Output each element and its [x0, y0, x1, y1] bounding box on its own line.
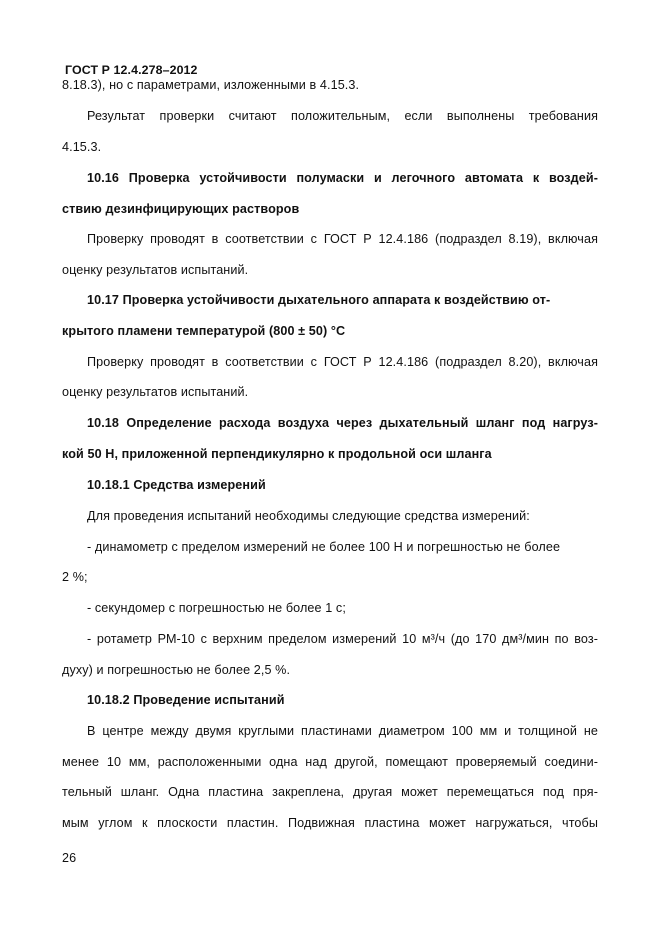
text-line: менее 10 мм, расположенными одна над другой, помещают проверяемый соедини-	[62, 755, 598, 769]
text-line: В центре между двумя круглыми пластинами диаметром 100 мм и толщиной не	[87, 724, 598, 738]
text-line: духу) и погрешностью не более 2,5 %.	[62, 663, 291, 677]
section-heading: 10.16 Проверка устойчивости полумаски и легочного автомата к воздей-	[87, 171, 598, 185]
document-header: ГОСТ Р 12.4.278–2012	[65, 63, 198, 77]
text-line: 2 %;	[62, 570, 88, 584]
text-line: Проверку проводят в соответствии с ГОСТ Р 12.4.186 (подраздел 8.19), включая	[87, 232, 598, 246]
text-line: 8.18.3), но с параметрами, изложенными в 4.15.3.	[62, 78, 360, 92]
section-heading: ствию дезинфицирующих растворов	[62, 202, 300, 216]
section-heading: 10.18 Определение расхода воздуха через дыхательный шланг под нагруз-	[87, 416, 598, 430]
subsection-heading: 10.18.1 Средства измерений	[87, 478, 266, 492]
list-item: - ротаметр РМ-10 с верхним пределом измерений 10 м³/ч (до 170 дм³/мин по воз-	[87, 632, 598, 646]
section-heading: крытого пламени температурой (800 ± 50) °С	[62, 324, 346, 338]
list-item: - динамометр с пределом измерений не более 100 Н и погрешностью не более	[87, 540, 561, 554]
list-item: - секундомер с погрешностью не более 1 с;	[87, 601, 346, 615]
text-line: Для проведения испытаний необходимы следующие средства измерений:	[87, 509, 530, 523]
text-line: мым углом к плоскости пластин. Подвижная пластина может нагружаться, чтобы	[62, 816, 598, 830]
text-line: оценку результатов испытаний.	[62, 385, 249, 399]
text-line: Результат проверки считают положительным, если выполнены требования	[87, 109, 598, 123]
text-line: оценку результатов испытаний.	[62, 263, 249, 277]
text-line: Проверку проводят в соответствии с ГОСТ Р 12.4.186 (подраздел 8.20), включая	[87, 355, 598, 369]
section-heading: 10.17 Проверка устойчивости дыхательного аппарата к воздействию от-	[87, 293, 551, 307]
text-line: 4.15.3.	[62, 140, 102, 154]
page-number: 26	[62, 851, 77, 865]
subsection-heading: 10.18.2 Проведение испытаний	[87, 693, 285, 707]
section-heading: кой 50 Н, приложенной перпендикулярно к продольной оси шланга	[62, 447, 492, 461]
text-line: тельный шланг. Одна пластина закреплена, другая может перемещаться под пря-	[62, 785, 598, 799]
